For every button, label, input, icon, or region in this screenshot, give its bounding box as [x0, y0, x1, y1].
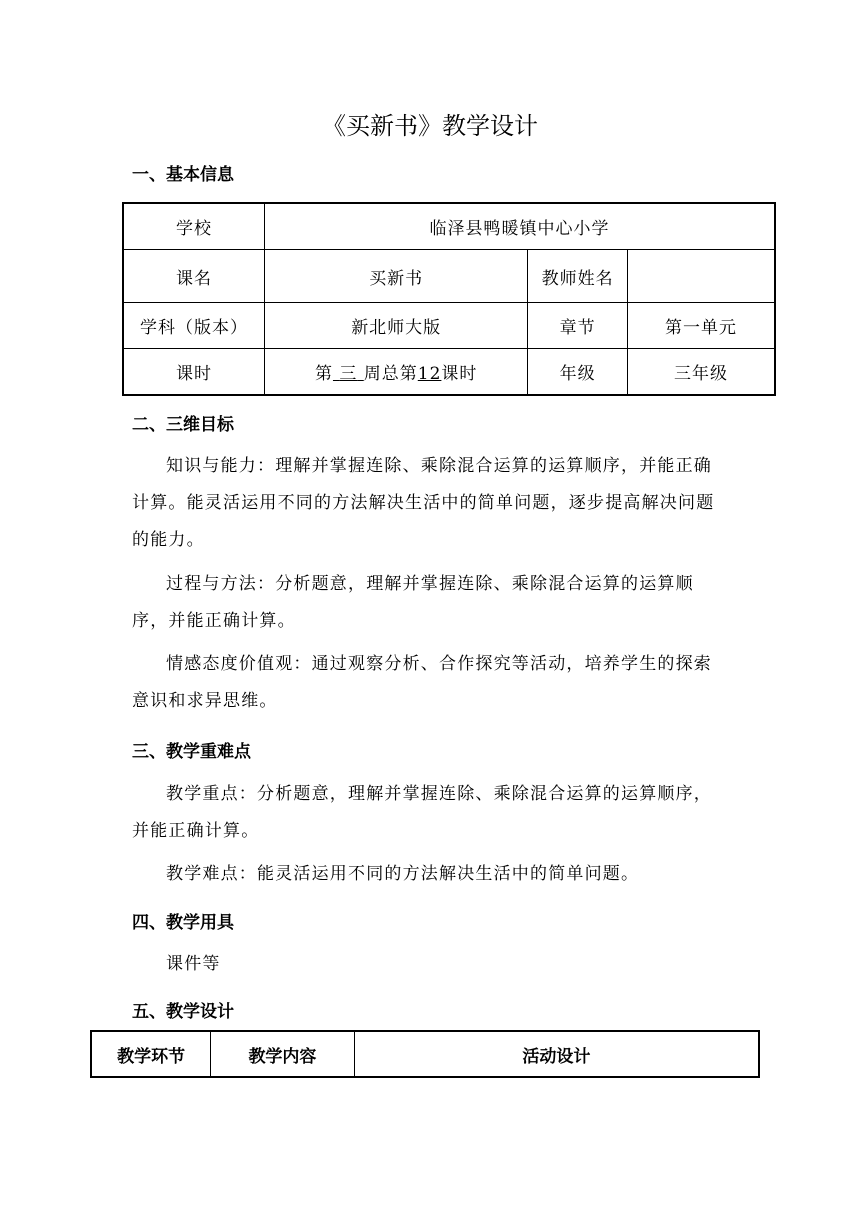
period-prefix: 第 [314, 364, 333, 384]
section-heading-design: 五、教学设计 [132, 1002, 234, 1022]
objective-emotion: 情感态度价值观：通过观察分析、合作探究等活动，培养学生的探索意识和求异思维。 [132, 654, 712, 711]
tools-text: 课件等 [166, 954, 221, 974]
design-col-activity: 活动设计 [354, 1031, 759, 1077]
teacher-label: 教师姓名 [528, 250, 628, 303]
table-row [123, 349, 775, 396]
period-mid: 周总第 [363, 364, 418, 384]
design-col-content: 教学内容 [211, 1031, 355, 1077]
key-point-difficulty: 教学难点：能灵活运用不同的方法解决生活中的简单问题。 [166, 864, 640, 884]
basic-info-table [122, 202, 776, 396]
table-row [123, 250, 775, 303]
section-heading-tools: 四、教学用具 [132, 913, 234, 933]
school-label: 学校 [123, 203, 265, 250]
course-label: 课名 [123, 250, 265, 303]
subject-value: 新北师大版 [265, 303, 528, 349]
period-week: 三 [339, 364, 358, 384]
school-value: 临泽县鸭暖镇中心小学 [265, 203, 775, 250]
period-value [265, 349, 528, 396]
document-title: 《买新书》教学设计 [322, 112, 538, 140]
grade-value: 三年级 [627, 349, 775, 396]
objective-knowledge: 知识与能力：理解并掌握连除、乘除混合运算的运算顺序，并能正确计算。能灵活运用不同的方法解决生活中的简单问题，逐步提高解决问题的能力。 [132, 456, 715, 550]
table-row [123, 303, 775, 349]
table-row [91, 1031, 759, 1077]
subject-label: 学科（版本） [123, 303, 265, 349]
period-num: 12 [417, 364, 442, 384]
design-col-stage: 教学环节 [91, 1031, 211, 1077]
teaching-design-table [90, 1030, 760, 1078]
course-value: 买新书 [265, 250, 528, 303]
table-row [123, 203, 775, 250]
grade-label: 年级 [528, 349, 628, 396]
section-heading-key-points: 三、教学重难点 [132, 742, 251, 762]
section-heading-objectives: 二、三维目标 [132, 415, 234, 435]
objective-process: 过程与方法：分析题意，理解并掌握连除、乘除混合运算的运算顺序，并能正确计算。 [132, 574, 694, 631]
section-heading-basic-info: 一、基本信息 [132, 165, 234, 185]
teacher-value [627, 250, 775, 303]
chapter-label: 章节 [528, 303, 628, 349]
key-point-focus: 教学重点：分析题意，理解并掌握连除、乘除混合运算的运算顺序，并能正确计算。 [132, 784, 712, 841]
period-suffix: 课时 [441, 364, 478, 384]
period-label: 课时 [123, 349, 265, 396]
chapter-value: 第一单元 [627, 303, 775, 349]
